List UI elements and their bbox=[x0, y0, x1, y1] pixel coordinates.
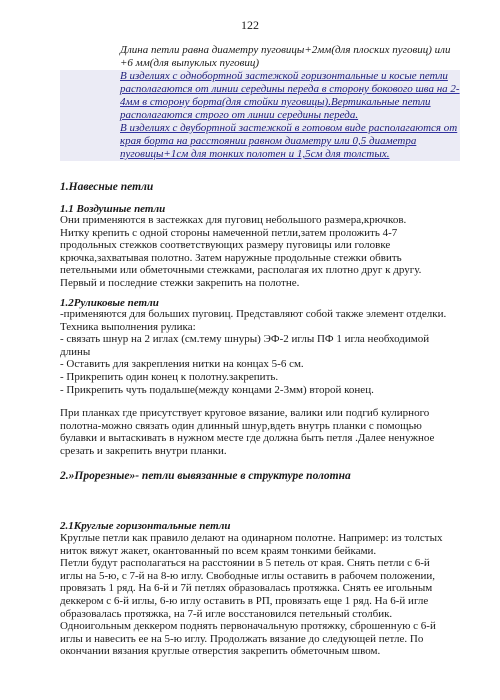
text-line: деккером с 6-й иглы, 6-ю иглу оставить в РП, провязать еще 1 ряд. На 6-й игле bbox=[60, 594, 429, 607]
page-number: 122 bbox=[241, 18, 259, 32]
heading-section-1-2: 1.2Руликовые петли bbox=[60, 297, 159, 309]
text-line: длины bbox=[60, 345, 91, 358]
heading-section-2-1: 2.1Круглые горизонтальные петли bbox=[60, 520, 231, 532]
text-line: ниток вяжут жакет, окантованный по всем краям тонкими бейками. bbox=[60, 544, 377, 557]
section-2-1-text bbox=[60, 532, 455, 658]
text-line: - Прикрепить чуть подальше(между концами 2-3мм) второй конец. bbox=[60, 383, 374, 396]
section-1-2-paragraph-2 bbox=[60, 407, 455, 457]
text-line: - связать шнур на 2 иглах (см.тему шнуры) ЭФ-2 иглы ПФ 1 игла необходимой bbox=[60, 333, 430, 346]
intro-paragraph-1: Длина петли равна диаметру пуговицы+2мм(для плоских пуговиц) или +6 мм(для выпуклых пуговиц) bbox=[120, 44, 451, 69]
intro-paragraph-2: В изделиях с однобортной застежкой горизонтальные и косые петли располагаются от линии середины переда в сторону бокового шва на 2-4мм в сторону борта(для стойки пуговицы).Вертикальные петли располагаются строго от линии середины переда. bbox=[60, 70, 460, 122]
heading-section-2: 2.»Прорезные»- петли вывязанные в структуре полотна bbox=[60, 470, 351, 482]
text-line: окончании вязания круглые отверстия закрепить обметочным швом. bbox=[60, 645, 381, 658]
text-line: Петли будут располагаться на расстоянии в 5 петель от края. Снять петли с 6-й bbox=[60, 557, 430, 570]
heading-section-1: 1.Навесные петли bbox=[60, 181, 154, 193]
text-line: полотна-можно связать один длинный шнур,вдеть внутрь планки с помощью bbox=[60, 419, 422, 432]
text-line: провязать 1 ряд. На 6-й и 7й петлях образовалась протяжка. Снять ее игольным bbox=[60, 582, 433, 595]
text-line: Первый и последние стежки закрепить на полотне. bbox=[60, 276, 300, 289]
text-line: срезать и закрепить внутри планки. bbox=[60, 444, 227, 457]
text-line: - Прикрепить один конец к полотну.закрепить. bbox=[60, 370, 279, 383]
heading-section-1-1: 1.1 Воздушные петли bbox=[60, 203, 166, 215]
text-line: Техника выполнения рулика: bbox=[60, 320, 196, 333]
text-line: крючка,захватывая полотно. Затем наружные продольные стежки обвить bbox=[60, 251, 402, 264]
text-line: иглы и навесить ее на 5-ю иглу. Продолжать вязание до следующей петле. По bbox=[60, 632, 424, 645]
text-line: При планках где присутствует круговое вязание, валики или подгиб кулирного bbox=[60, 407, 430, 419]
text-line: Нитку крепить с одной стороны намеченной петли,затем проложить 4-7 bbox=[60, 226, 398, 239]
text-line: Они применяются в застежках для пуговиц небольшого размера,крючков. bbox=[60, 214, 407, 226]
intro-paragraph-3: В изделиях с двубортной застежкой в готовом виде располагаются от края борта на расстоянии равном диаметру или 0,5 диаметра пуговицы+1см для тонких полотен и 1,5см для толстых. bbox=[60, 122, 460, 161]
text-line: иглы на 5-ю, с 7-й на 8-ю иглу. Свободные иглы оставить в рабочем положении, bbox=[60, 569, 435, 582]
text-line: булавки и вытаскивать в нужном месте где должна быть петля .Далее ненужное bbox=[60, 432, 435, 445]
text-line: - Оставить для закрепления нитки на концах 5-6 см. bbox=[60, 358, 304, 371]
section-1-2-text bbox=[60, 308, 455, 396]
text-line: петельными или обметочными стежками, располагая их плотно друг к другу. bbox=[60, 264, 422, 277]
text-line: Одноигольным деккером поднять первоначальную протяжку, сброшенную с 6-й bbox=[60, 620, 436, 633]
text-line: -применяются для больших пуговиц. Представляют собой также элемент отделки. bbox=[60, 308, 447, 320]
intro-block bbox=[60, 44, 460, 161]
text-line: Круглые петли как правило делают на одинарном полотне. Например: из толстых bbox=[60, 532, 443, 544]
section-1-1-text bbox=[60, 214, 455, 290]
text-line: образовалась протяжка, на 7-й игле восстановился петельный столбик. bbox=[60, 607, 393, 620]
text-line: продольных стежков соответствующих размеру пуговицы или головке bbox=[60, 239, 391, 252]
